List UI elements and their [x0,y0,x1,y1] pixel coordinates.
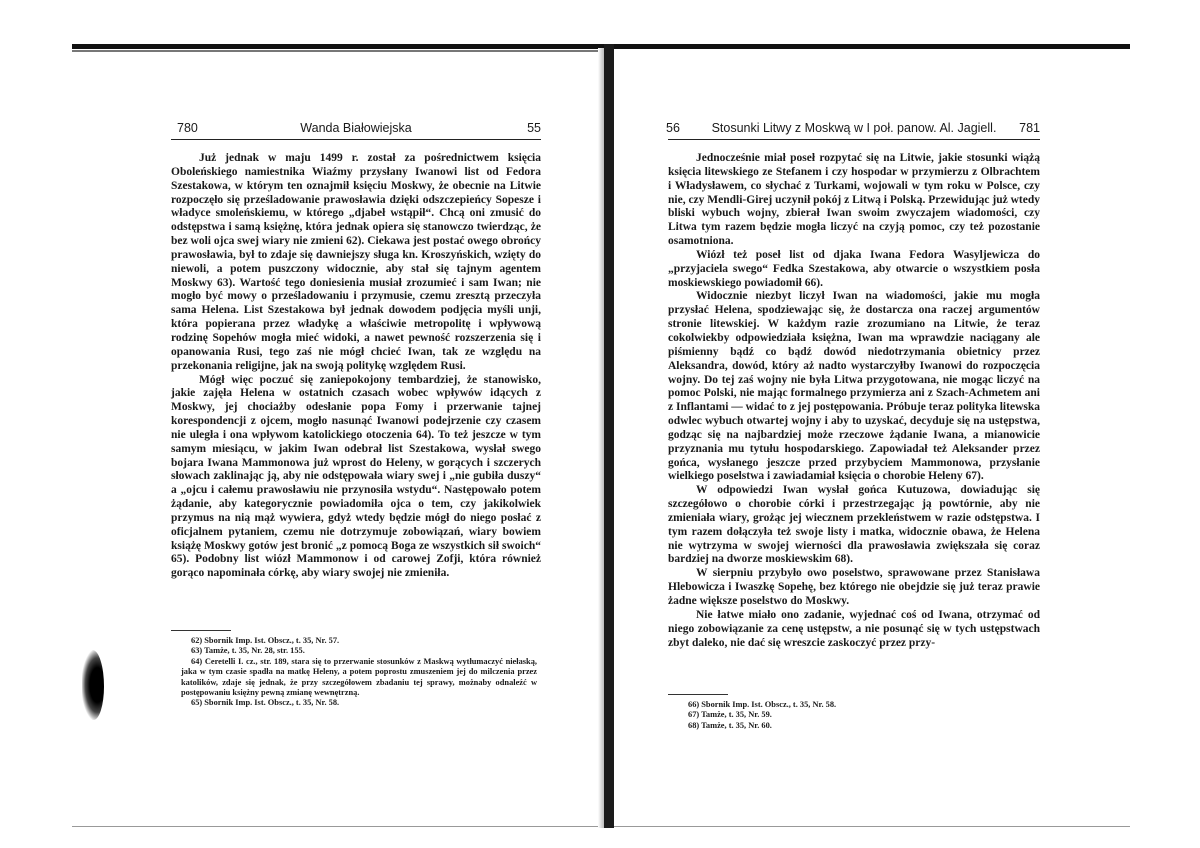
right-page-footnotes [678,700,1036,731]
paragraph: Nie łatwe miało ono zadanie, wyjednać coś od Iwana, otrzymać od niego zobowiązanie za cenę ustępstw, a nie posunąć się w tych ustępstwach zbyt daleko, nie dać się wreszcie zaskoczyć przez przy- [668,608,1040,649]
right-page-body [668,152,1040,650]
left-page-footnotes [181,636,537,709]
left-footnote-rule [171,630,231,631]
footnote: 64) Ceretelli I. cz., str. 189, stara się to przerwanie stosunków z Maskwą wytłumaczyć niełaską, jaka w tym czasie spadła na matkę Heleny, a potem poprostu zmuszeniem jej do milczenia przez katolików, zdaje się jednak, że przy szczegółowem zbadaniu tej sprawy, możnaby odnaleźć w postępowaniu księżny pewną zmianę wewnętrzną. [181,656,537,698]
left-page-number: 780 [177,121,198,135]
left-header-rule [171,139,541,140]
paragraph: Widocznie niezbyt liczył Iwan na wiadomości, jakie mu mogła przysłać Helena, spodziewając się, że dostarcza ona raczej argumentów stronie litewskiej. W każdym razie zrozumiano na Litwie, że teraz cokolwiekby odpowiedziała księżna, Iwan ma wprawdzie naciągany ale piśmienny bądź co bądź dowód niedotrzymania obietnicy przez Aleksandra, dowód, który aż nadto wystarczyłby Iwanowi do rozpoczęcia wojny. Do tej zaś wojny nie była Litwa przygotowana, nie mogąc liczyć na pomoc Polski, nie mając formalnego przymierza ani z Szach-Achmetem ani z Inflantami — widać to z jej postępowania. Próbuje teraz polityka litewska odwlec wybuch otwartej wojny i aby to uzyskać, decyduje się na ustępstwa, godząc się na najbardziej może rzeczowe żądanie Iwana, a mianowicie przyznania mu tytułu hospodarskiego. Zapowiadał też Aleksander przez gońca, wysłanego jeszcze przed przybyciem Mammonowa, przysłanie wielkiego poselstwa i zawiadamiał księcia o chorobie Heleny 67). [668,290,1040,483]
footnote: 62) Sbornik Imp. Ist. Obscz., t. 35, Nr. 57. [191,636,340,645]
right-page-running-title: Stosunki Litwy z Moskwą w I poł. panow. Al. Jagiell. [711,121,997,135]
left-page-header [171,121,541,139]
paragraph: Mógł więc poczuć się zaniepokojony tembardziej, że stanowisko, jakie zajęła Helena w ostatnich czasach wobec wpływów idących z Moskwy, jej chociażby odesłanie popa Fomy i przerwanie tajnej korespondencji z ojcem, mogło nasunąć Iwanowi podejrzenie czy czasem nie uległa i ona wpływom katolickiego otoczenia 64). To też jeszcze w tym samym miesiącu, w jakim Iwan odebrał list Szestakowa, wysłał swego bojara Iwana Mammonowa już wprost do Heleny, w gorących i szczerych słowach zaklinając ją, aby nie odstępowała wiary swej i „nie gubiła duszy“ a „ojcu i całemu prawosławiu nie przynosiła wstydu“. Następowało potem żądanie, aby kategorycznie powiadomiła ojca o tem, czy jakikolwiek przymus na nią mąż wywiera, gdyż wtedy będzie mógł do niego posłać z oficjalnem pytaniem, czemu nie dotrzymuje zobowiązań, wiary bowiem książę Moskwy gotów jest bronić „z pomocą Boga ze wszystkich sił swoich“ 65). Podobny list wiózł Mammonow i od carowej Zofji, która również gorąco napominała córkę, aby wiary swojej nie zmieniła. [171,373,541,580]
left-page-body [171,152,541,581]
paragraph: W sierpniu przybyło owo poselstwo, sprawowane przez Stanisława Hlebowicza i Iwaszkę Sopehę, bez którego nie obejdzie się już teraz prawie żadne większe poselstwo do Moskwy. [668,567,1040,607]
footnote: 67) Tamże, t. 35, Nr. 59. [688,710,772,720]
footnote: 65) Sbornik Imp. Ist. Obscz., t. 35, Nr. 58. [191,698,340,708]
paragraph: Wiózł też poseł list od djaka Iwana Fedora Wasyljewicza do „przyjaciela swego“ Fedka Szestakowa, aby otwarcie o wszystkiem posła moskiewskiego powiadomił 66). [668,248,1040,289]
paragraph: Już jednak w maju 1499 r. został za pośrednictwem księcia Oboleńskiego namiestnika Wiaźmy przysłany Iwanowi list od Fedora Szestakowa, w którym ten oznajmił księciu Moskwy, że obecnie na Litwie rozpoczęło się prześladowanie prawosławia dzięki odszczepieńcy Sopesze i władyce smoleńskiemu, w którego „djabeł wstąpił“. Chcą oni zmusić do odstępstwa i samą księżnę, która jednak opiera się stanowczo twierdząc, że bez woli ojca swej wiary nie zmieni 62). Ciekawa jest postać owego obrońcy prawosławia, był to zdaje się dawniejszy sługa kn. Kroszyńskich, wzięty do niewoli, a potem puszczony widocznie, aby stał się tajnym agentem Moskwy 63). Wartość tego doniesienia musiał zrozumieć i sam Iwan; nie mogło być mowy o prześladowaniu i przymusie, czemu zresztą przeczyła sama Helena. List Szestakowa był jednak dowodem podjęcia myśli unji, która popierana przez władykę a właściwie metropolitę i wpływową rodzinę Sopehów mogła mieć widoki, a nawet pewność rozszerzenia się i opanowania Rusi, tego zaś nie mógł chcieć Iwan, tak ze względu na przekonania religijne, jak na swoją politykę względem Rusi. [171,152,541,372]
footnote: 66) Sbornik Imp. Ist. Obscz., t. 35, Nr. 58. [688,700,837,709]
ink-blot [82,650,104,720]
paragraph: W odpowiedzi Iwan wysłał gońca Kutuzowa, dowiadując się szczegółowo o chorobie córki i przestrzegając ją powtórnie, aby nie zmieniała wiary, grożąc jej wiecznem przekleństwem w razie odstępstwa. I tym razem dołączyła też swoje listy i matka, widocznie obawa, że Helena nie wytrzyma w swojej wierności dla prawosławia zwiększała się coraz bardziej na dworze moskiewskim 68). [668,484,1040,566]
right-page [668,0,1040,848]
right-page-number: 781 [1019,121,1040,135]
footnote: 63) Tamże, t. 35, Nr. 28, str. 155. [191,646,305,656]
footnote: 68) Tamże, t. 35, Nr. 60. [688,720,772,730]
right-page-original-number: 56 [666,121,680,135]
left-page [171,0,541,848]
paragraph: Jednocześnie miał poseł rozpytać się na Litwie, jakie stosunki wiążą księcia litewskiego ze Stefanem i czy hospodar w przymierzu z Olbrachtem i Władysławem, co słychać z Turkami, wojowali w tym roku w Polsce, czy nie, czy Mendli-Girej uczynił pokój z Litwą i Polską. Przewidując już wtedy bliski wybuch wojny, zbierał Iwan swoim zwyczajem wiadomości, czy Litwa tym razem będzie mogła liczyć na czyją pomoc, czy też pozostanie osamotniona. [668,152,1040,248]
right-page-header [668,121,1040,139]
right-header-rule [668,139,1040,140]
book-gutter [604,44,614,828]
left-page-original-number: 55 [527,121,541,135]
left-page-running-title: Wanda Białowiejska [300,121,412,135]
right-footnote-rule [668,694,728,695]
